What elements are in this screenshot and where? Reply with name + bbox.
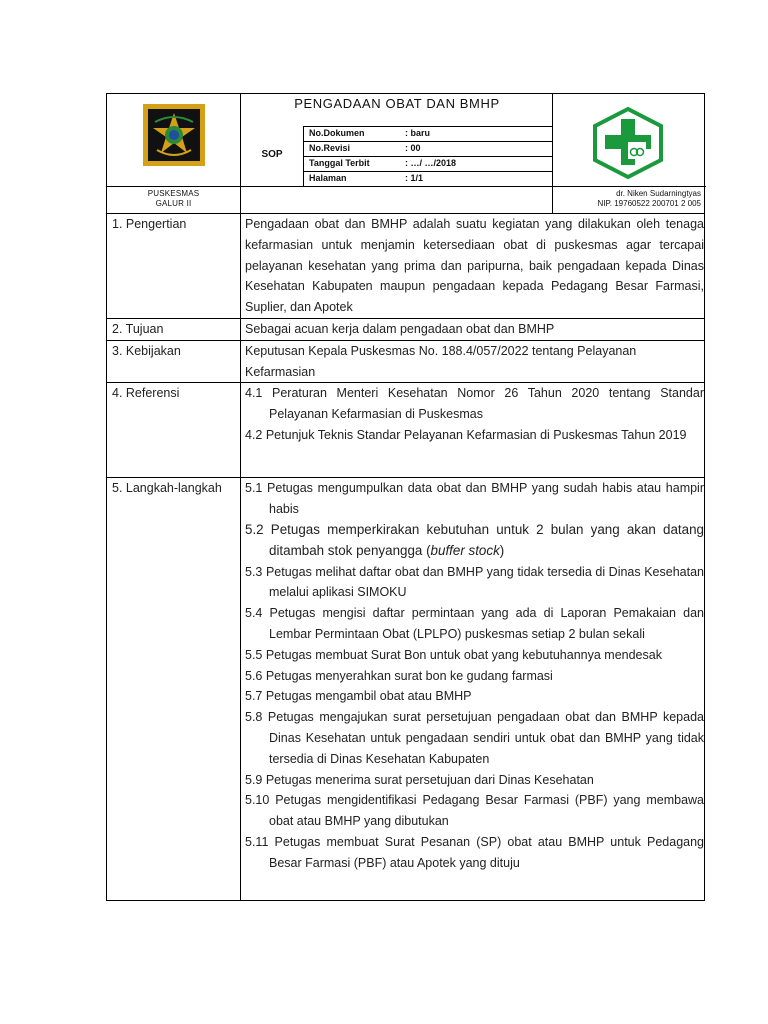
list-item: 5.2 Petugas memperkirakan kebutuhan untuk 2 bulan yang akan datang ditambah stok penyangga (buffer stock): [245, 521, 704, 558]
label-langkah: 5. Langkah-langkah: [107, 478, 241, 901]
meta-row-issue-date: Tanggal Terbit : …/ …/2018: [309, 158, 457, 168]
list-item: 5.3 Petugas melihat daftar obat dan BMHP yang tidak tersedia di Dinas Kesehatan melalui aplikasi SIMOKU: [245, 564, 704, 600]
list-item: 5.10 Petugas mengidentifikasi Pedagang Besar Farmasi (PBF) yang membawa obat atau BMHP yang dibutukan: [245, 793, 704, 829]
label-referensi: 4. Referensi: [107, 383, 241, 478]
label-tujuan: 2. Tujuan: [107, 318, 241, 340]
organization-name: PUSKESMAS GALUR II: [147, 189, 200, 208]
list-item: 4.1 Peraturan Menteri Kesehatan Nomor 26 Tahun 2020 tentang Standar Pelayanan Kefarmasian di Puskesmas: [245, 386, 704, 422]
sop-document: [106, 93, 705, 901]
row-kebijakan: [107, 340, 705, 383]
meta-row-page: Halaman : 1/1: [309, 173, 424, 183]
row-pengertian: [107, 214, 705, 319]
row-referensi: [107, 383, 705, 478]
list-item: 5.4 Petugas mengisi daftar permintaan yang ada di Laporan Pemakaian dan Lembar Permintaan Obat (LPLPO) puskesmas setiap 2 bulan sekali: [245, 606, 704, 641]
sop-content-table: [106, 213, 705, 901]
document-type: SOP: [261, 149, 283, 160]
puskesmas-logo-icon: [591, 106, 665, 180]
content-referensi: [241, 383, 705, 478]
signer-name: dr. Niken Sudarningtyas: [616, 189, 701, 198]
document-title: PENGADAAN OBAT DAN BMHP: [294, 96, 500, 111]
list-item: 5.9 Petugas menerima surat persetujuan dari Dinas Kesehatan: [245, 772, 594, 787]
content-langkah: [241, 478, 705, 901]
list-item: 4.2 Petunjuk Teknis Standar Pelayanan Kefarmasian di Puskesmas Tahun 2019: [245, 427, 687, 442]
content-pengertian: Pengadaan obat dan BMHP adalah suatu kegiatan yang dilakukan oleh tenaga kefarmasian untuk menjamin ketersediaan obat di puskesmas agar tercapai pelayanan kesehatan yang prima dan paripurna, baik pengadaan kepada Dinas Kesehatan Kabupaten maupun pengadaan kepada Pedagang Besar Farmasi, Suplier, dan Apotek: [241, 214, 705, 319]
label-pengertian: 1. Pengertian: [107, 214, 241, 319]
list-item: 5.7 Petugas mengambil obat atau BMHP: [245, 689, 472, 704]
list-item: 5.8 Petugas mengajukan surat persetujuan pengadaan obat dan BMHP kepada Dinas Kesehatan untuk pengadaan sendiri untuk obat dan BMHP yang tidak tersedia di Dinas Kesehatan Kabupaten: [245, 710, 704, 766]
row-tujuan: [107, 318, 705, 340]
list-item: 5.6 Petugas menyerahkan surat bon ke gudang farmasi: [245, 668, 553, 683]
signer-nip: NIP. 19760522 200701 2 005: [597, 199, 701, 208]
list-item: 5.11 Petugas membuat Surat Pesanan (SP) obat atau BMHP untuk Pedagang Besar Farmasi (PBF) atau Apotek yang dituju: [245, 834, 704, 870]
list-item: 5.5 Petugas membuat Surat Bon untuk obat yang kebutuhannya mendesak: [245, 647, 662, 662]
regency-emblem-icon: [143, 104, 205, 166]
meta-row-revision: No.Revisi : 00: [309, 143, 421, 153]
signer-block: [553, 189, 701, 209]
row-langkah: [107, 478, 705, 901]
label-kebijakan: 3. Kebijakan: [107, 340, 241, 383]
meta-row-document-number: No.Dokumen : baru: [309, 128, 431, 138]
list-item: 5.1 Petugas mengumpulkan data obat dan BMHP yang sudah habis atau hampir habis: [245, 481, 704, 517]
content-tujuan: Sebagai acuan kerja dalam pengadaan obat dan BMHP: [241, 318, 705, 340]
document-header: [106, 93, 705, 213]
content-kebijakan: Keputusan Kepala Puskesmas No. 188.4/057/2022 tentang Pelayanan Kefarmasian: [241, 340, 705, 383]
